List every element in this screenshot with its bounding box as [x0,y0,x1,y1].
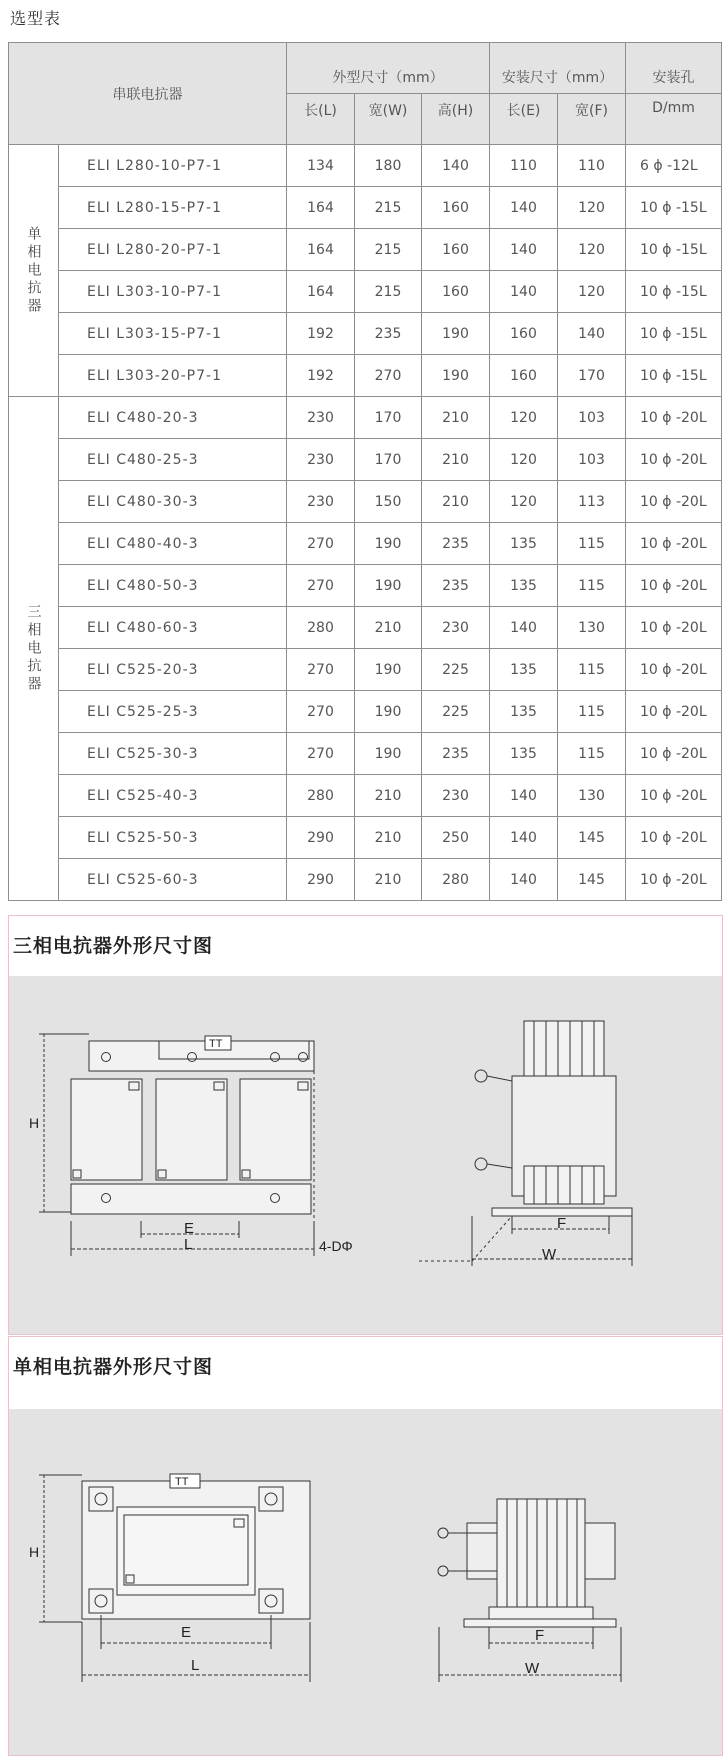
table-row [9,187,722,229]
table-row [9,271,722,313]
table-row [9,439,722,481]
header-model: 串联电抗器 [9,43,287,145]
coil-3 [240,1079,311,1180]
table-row [9,397,722,439]
table-row [9,775,722,817]
height-cell: 190 [422,355,490,397]
bottom-clamp [71,1184,311,1214]
selection-table [8,42,722,901]
length-cell: 280 [287,607,355,649]
model-cell: ELI C480-40-3 [59,523,287,565]
hole-cell: 6 ϕ -12L [626,145,722,187]
width-cell: 190 [355,565,422,607]
hole-cell: 10 ϕ -15L [626,229,722,271]
length-cell: 164 [287,271,355,313]
header-height: 高(H) [422,94,490,145]
height-cell: 160 [422,271,490,313]
install-length-cell: 140 [490,271,558,313]
install-length-cell: 135 [490,649,558,691]
hole-cell: 10 ϕ -20L [626,859,722,901]
hole-cell: 10 ϕ -20L [626,523,722,565]
install-length-cell: 135 [490,733,558,775]
height-cell: 160 [422,229,490,271]
single-dim-h-label: H [29,1544,40,1560]
coil-1 [71,1079,142,1180]
model-cell: ELI C525-60-3 [59,859,287,901]
hole-cell: 10 ϕ -20L [626,649,722,691]
width-cell: 170 [355,397,422,439]
three-phase-title: 三相电抗器外形尺寸图 [13,935,214,957]
table-row [9,649,722,691]
install-length-cell: 135 [490,523,558,565]
install-length-cell: 140 [490,775,558,817]
width-cell: 180 [355,145,422,187]
height-cell: 235 [422,565,490,607]
header-length: 长(L) [287,94,355,145]
width-cell: 210 [355,607,422,649]
single-terminal-label: TT [175,1476,189,1488]
length-cell: 230 [287,439,355,481]
hole-cell: 10 ϕ -20L [626,733,722,775]
model-cell: ELI C525-20-3 [59,649,287,691]
model-cell: ELI L303-15-P7-1 [59,313,287,355]
hole-cell: 10 ϕ -15L [626,271,722,313]
table-body [9,145,722,901]
height-cell: 225 [422,691,490,733]
dim-e-label: E [184,1220,195,1237]
table-row [9,481,722,523]
table-row [9,859,722,901]
model-cell: ELI C525-25-3 [59,691,287,733]
install-width-cell: 130 [558,775,626,817]
install-length-cell: 140 [490,607,558,649]
height-cell: 230 [422,607,490,649]
header-width: 宽(W) [355,94,422,145]
page-title: 选型表 [10,9,62,28]
header-install-width: 宽(F) [558,94,626,145]
hole-cell: 10 ϕ -20L [626,607,722,649]
height-cell: 210 [422,439,490,481]
model-cell: ELI C525-30-3 [59,733,287,775]
install-width-cell: 115 [558,523,626,565]
length-cell: 192 [287,355,355,397]
length-cell: 230 [287,397,355,439]
hole-cell: 10 ϕ -20L [626,691,722,733]
single-phase-drawing [9,1337,722,1755]
table-row [9,691,722,733]
table-row [9,145,722,187]
single-dim-w-label: W [525,1660,540,1677]
length-cell: 270 [287,523,355,565]
length-cell: 280 [287,775,355,817]
width-cell: 190 [355,733,422,775]
install-length-cell: 135 [490,691,558,733]
hole-cell: 10 ϕ -15L [626,187,722,229]
hole-cell: 10 ϕ -20L [626,397,722,439]
header-install-dims: 安装尺寸（mm） [490,43,626,94]
table-row [9,313,722,355]
dim-l-label: L [184,1236,193,1253]
install-length-cell: 160 [490,355,558,397]
width-cell: 190 [355,691,422,733]
width-cell: 215 [355,271,422,313]
width-cell: 215 [355,187,422,229]
height-cell: 235 [422,523,490,565]
install-width-cell: 120 [558,229,626,271]
group-label: 单相电抗器 [9,145,59,397]
header-install-length: 长(E) [490,94,558,145]
single-side-coil [497,1499,585,1607]
install-length-cell: 120 [490,481,558,523]
side-coil-top [524,1021,604,1079]
width-cell: 210 [355,817,422,859]
install-length-cell: 140 [490,859,558,901]
height-cell: 280 [422,859,490,901]
install-width-cell: 120 [558,271,626,313]
three-phase-section [8,915,723,1335]
length-cell: 290 [287,817,355,859]
hole-cell: 10 ϕ -20L [626,439,722,481]
model-cell: ELI L303-20-P7-1 [59,355,287,397]
model-cell: ELI C525-40-3 [59,775,287,817]
single-dim-l-label: L [191,1657,200,1674]
length-cell: 270 [287,691,355,733]
single-phase-section [8,1336,723,1756]
hole-cell: 10 ϕ -20L [626,817,722,859]
width-cell: 190 [355,649,422,691]
install-width-cell: 145 [558,817,626,859]
length-cell: 164 [287,229,355,271]
width-cell: 210 [355,859,422,901]
group-label: 三相电抗器 [9,397,59,901]
height-cell: 225 [422,649,490,691]
install-width-cell: 115 [558,565,626,607]
install-width-cell: 113 [558,481,626,523]
install-length-cell: 120 [490,397,558,439]
single-dim-e-label: E [181,1624,192,1641]
table-row [9,565,722,607]
table-row [9,607,722,649]
install-length-cell: 110 [490,145,558,187]
height-cell: 160 [422,187,490,229]
width-cell: 215 [355,229,422,271]
height-cell: 210 [422,397,490,439]
header-outer-dims: 外型尺寸（mm） [287,43,490,94]
single-side-base [464,1619,616,1627]
install-length-cell: 140 [490,187,558,229]
model-cell: ELI C480-25-3 [59,439,287,481]
dim-h-label: H [29,1115,40,1131]
install-width-cell: 103 [558,439,626,481]
height-cell: 140 [422,145,490,187]
model-cell: ELI C480-30-3 [59,481,287,523]
install-length-cell: 135 [490,565,558,607]
width-cell: 170 [355,439,422,481]
length-cell: 192 [287,313,355,355]
height-cell: 190 [422,313,490,355]
height-cell: 230 [422,775,490,817]
single-lead-lug-icon [438,1528,448,1538]
install-width-cell: 140 [558,313,626,355]
model-cell: ELI L280-20-P7-1 [59,229,287,271]
length-cell: 164 [287,187,355,229]
dim-d-label: 4-DΦ [319,1238,353,1254]
table-row [9,229,722,271]
table-row [9,733,722,775]
install-width-cell: 110 [558,145,626,187]
dim-w-label: W [542,1246,557,1263]
install-width-cell: 115 [558,649,626,691]
table-row [9,523,722,565]
length-cell: 290 [287,859,355,901]
hole-cell: 10 ϕ -20L [626,565,722,607]
length-cell: 270 [287,649,355,691]
install-width-cell: 120 [558,187,626,229]
model-cell: ELI C480-20-3 [59,397,287,439]
three-phase-drawing [9,916,722,1334]
model-cell: ELI C480-50-3 [59,565,287,607]
lead-lug-icon [475,1070,487,1082]
length-cell: 230 [287,481,355,523]
model-cell: ELI C480-60-3 [59,607,287,649]
height-cell: 235 [422,733,490,775]
width-cell: 270 [355,355,422,397]
model-cell: ELI C525-50-3 [59,817,287,859]
model-cell: ELI L303-10-P7-1 [59,271,287,313]
hole-cell: 10 ϕ -20L [626,481,722,523]
model-cell: ELI L280-15-P7-1 [59,187,287,229]
height-cell: 210 [422,481,490,523]
height-cell: 250 [422,817,490,859]
length-cell: 134 [287,145,355,187]
single-phase-title: 单相电抗器外形尺寸图 [13,1356,214,1378]
install-width-cell: 103 [558,397,626,439]
width-cell: 210 [355,775,422,817]
dim-f-label: F [557,1215,567,1232]
width-cell: 235 [355,313,422,355]
install-width-cell: 145 [558,859,626,901]
install-length-cell: 160 [490,313,558,355]
hole-cell: 10 ϕ -15L [626,313,722,355]
hole-cell: 10 ϕ -20L [626,775,722,817]
header-hole: 安装孔 [626,43,722,94]
install-length-cell: 140 [490,229,558,271]
install-width-cell: 170 [558,355,626,397]
header-hole-size: D/mm [626,94,722,145]
model-cell: ELI L280-10-P7-1 [59,145,287,187]
single-dim-f-label: F [535,1627,545,1644]
install-length-cell: 120 [490,439,558,481]
table-row [9,355,722,397]
coil-2 [156,1079,227,1180]
hole-cell: 10 ϕ -15L [626,355,722,397]
install-length-cell: 140 [490,817,558,859]
width-cell: 150 [355,481,422,523]
table-row [9,817,722,859]
terminal-label: TT [209,1038,223,1050]
length-cell: 270 [287,565,355,607]
install-width-cell: 130 [558,607,626,649]
install-width-cell: 115 [558,691,626,733]
width-cell: 190 [355,523,422,565]
length-cell: 270 [287,733,355,775]
install-width-cell: 115 [558,733,626,775]
